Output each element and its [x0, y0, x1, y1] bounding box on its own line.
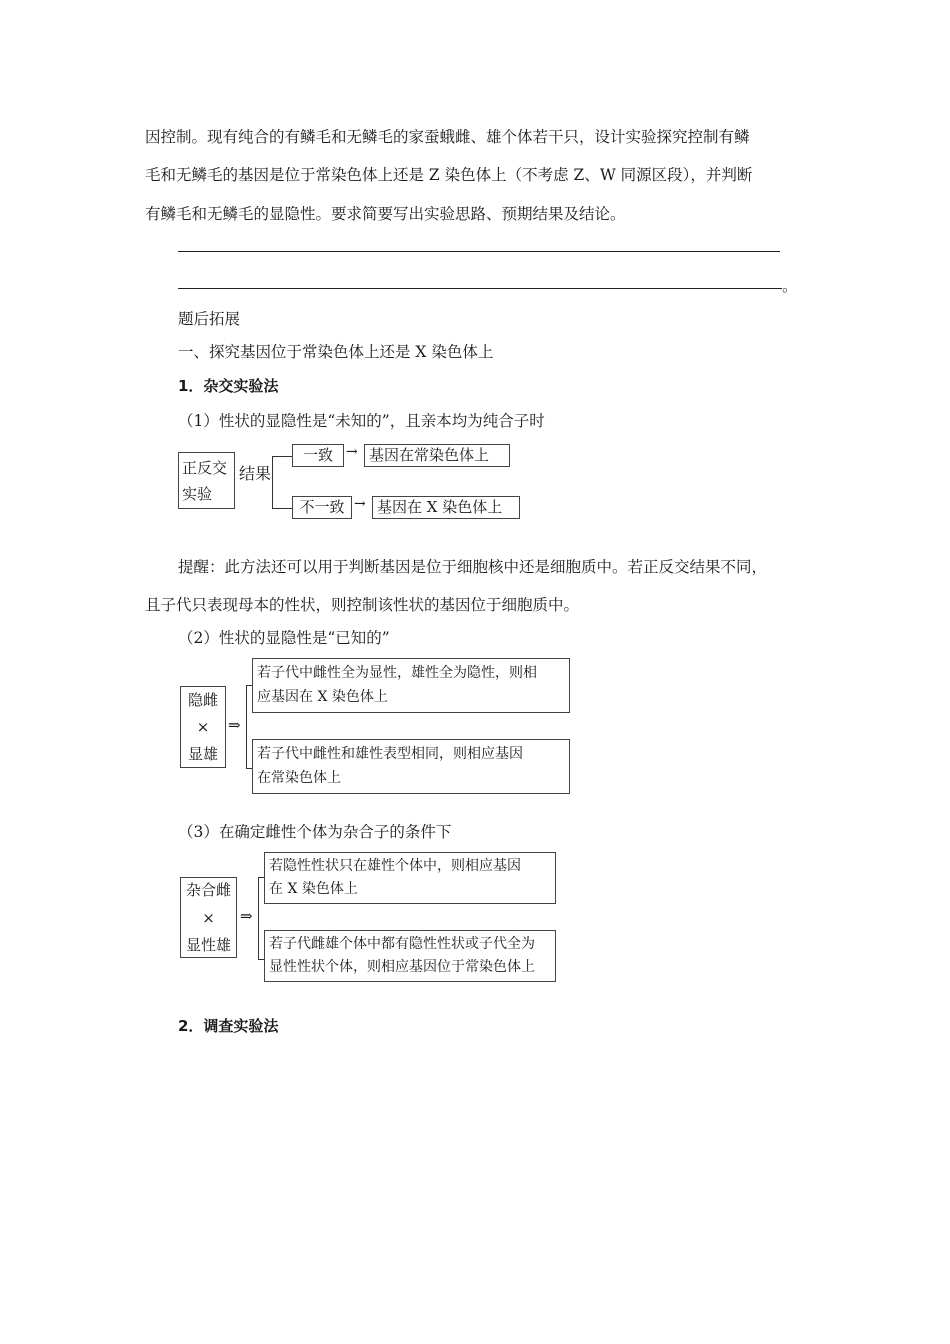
different-result-box: 不一致 — [292, 496, 352, 519]
outcome-x-linked-box — [252, 658, 570, 713]
outcome-x-linked-line-1: 若子代中雌性全为显性，雄性全为隐性，则相 — [257, 665, 537, 681]
x-chromosome-conclusion-box: 基因在 X 染色体上 — [372, 496, 520, 519]
arrow-icon: → — [354, 496, 366, 512]
question-line-1: 因控制。现有纯合的有鳞毛和无鳞毛的家蚕蛾雌、雄个体若干只，设计实验探究控制有鳞 — [145, 128, 750, 146]
outcome-x-linked-line-2: 应基因在 X 染色体上 — [257, 689, 388, 705]
cross-symbol: × — [202, 909, 215, 927]
tip-line-2: 且子代只表现母本的性状，则控制该性状的基因位于细胞质中。 — [145, 596, 580, 614]
autosome-conclusion-box: 基因在常染色体上 — [364, 444, 510, 467]
outcome-autosomal-box-3 — [264, 930, 556, 982]
cross-box-3 — [180, 877, 237, 958]
result-label: 结果 — [239, 464, 272, 483]
answer-blank-line-1 — [178, 251, 780, 252]
outcome3-x-linked-line-1: 若隐性性状只在雄性个体中，则相应基因 — [269, 858, 521, 874]
outcome3-autosomal-line-2: 显性性状个体，则相应基因位于常染色体上 — [269, 959, 535, 975]
answer-blank-line-2 — [178, 288, 782, 289]
method-heading-1: 1．杂交实验法 — [178, 377, 279, 395]
branch-bracket — [272, 456, 293, 509]
outcome3-x-linked-line-2: 在 X 染色体上 — [269, 881, 358, 897]
dominant-male-label: 显性雄 — [185, 936, 231, 954]
case-heading-2: （2）性状的显隐性是“已知的” — [178, 629, 390, 647]
cross-box — [180, 686, 226, 768]
outcome-autosomal-line-1: 若子代中雌性和雄性表型相同，则相应基因 — [257, 746, 523, 762]
implies-icon: ⇒ — [228, 716, 241, 734]
question-line-2: 毛和无鳞毛的基因是位于常染色体上还是 Z 染色体上（不考虑 Z、W 同源区段），并判断 — [145, 166, 753, 184]
reciprocal-cross-label-2: 实验 — [182, 485, 213, 503]
dominant-male-label: 显雄 — [187, 745, 218, 763]
tip-line-1: 提醒：此方法还可以用于判断基因是位于细胞核中还是细胞质中。若正反交结果不同， — [178, 558, 768, 576]
heterozygous-female-label: 杂合雌 — [185, 881, 231, 899]
outcome3-autosomal-line-1: 若子代雌雄个体中都有隐性性状或子代全为 — [269, 936, 535, 952]
recessive-female-label: 隐雌 — [187, 691, 218, 709]
implies-icon: ⇒ — [240, 907, 253, 925]
method-heading-2: 2．调查实验法 — [178, 1017, 279, 1035]
question-line-3: 有鳞毛和无鳞毛的显隐性。要求简要写出实验思路、预期结果及结论。 — [145, 205, 626, 223]
reciprocal-cross-label-1: 正反交 — [182, 459, 228, 477]
extension-title: 题后拓展 — [178, 310, 241, 328]
section-heading: 一、探究基因位于常染色体上还是 X 染色体上 — [178, 343, 494, 361]
reciprocal-cross-box — [178, 452, 235, 509]
case-heading-3: （3）在确定雌性个体为杂合子的条件下 — [178, 823, 452, 841]
arrow-icon: → — [346, 444, 358, 460]
outcome-autosomal-line-2: 在常染色体上 — [257, 770, 341, 786]
outcome-autosomal-box — [252, 739, 570, 794]
case-heading-1: （1）性状的显隐性是“未知的”，且亲本均为纯合子时 — [178, 412, 545, 430]
cross-symbol: × — [196, 718, 210, 736]
answer-end-mark: 。 — [782, 277, 798, 295]
outcome-x-linked-box-3 — [264, 852, 556, 904]
same-result-box: 一致 — [292, 444, 344, 467]
